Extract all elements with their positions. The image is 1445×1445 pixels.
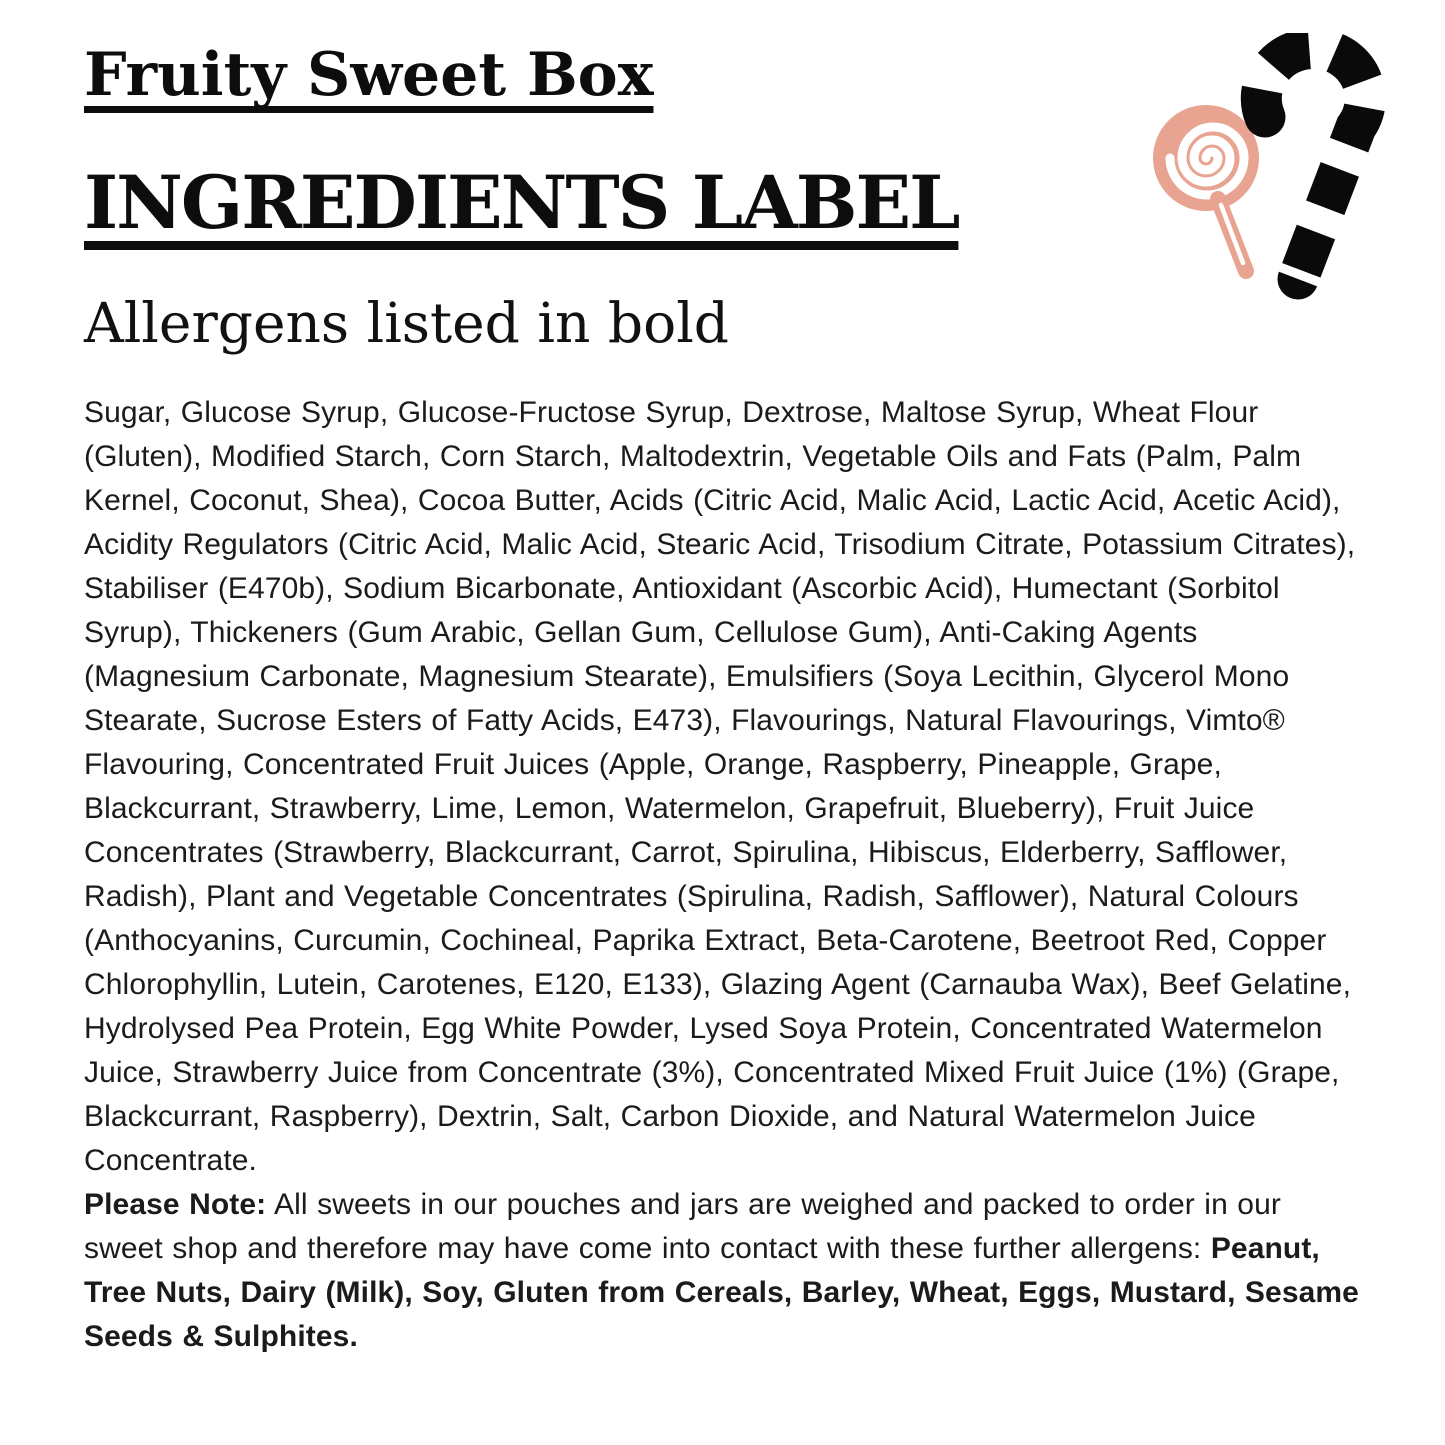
please-note-paragraph: [84, 1183, 1369, 1359]
contact-allergens-list: Peanut, Tree Nuts, Dairy (Milk), Soy, Gluten from Cereals, Barley, Wheat, Eggs, Mustard, Sesame Seeds & Sulphites.: [84, 1232, 1359, 1353]
candy-decoration: [1128, 33, 1418, 308]
ingredients-text: Sugar, Glucose Syrup, Glucose-Fructose Syrup, Dextrose, Maltose Syrup, Wheat Flour (Gluten), Modified Starch, Corn Starch, Maltodextrin, Vegetable Oils and Fats (Palm, Palm Kernel, Coconut, Shea), Cocoa Butter, Acids (Citric Acid, Malic Acid, Lactic Acid, Acetic Acid), Acidity Regulators (Citric Acid, Malic Acid, Stearic Acid, Trisodium Citrate, Potassium Citrates), Stabiliser (E470b), Sodium Bicarbonate, Antioxidant (Ascorbic Acid), Humectant (Sorbitol Syrup), Thickeners (Gum Arabic, Gellan Gum, Cellulose Gum), Anti-Caking Agents (Magnesium Carbonate, Magnesium Stearate), Emulsifiers (Soya Lecithin, Glycerol Mono Stearate, Sucrose Esters of Fatty Acids, E473), Flavourings, Natural Flavourings, Vimto® Flavouring, Concentrated Fruit Juices (Apple, Orange, Raspberry, Pineapple, Grape, Blackcurrant, Strawberry, Lime, Lemon, Watermelon, Grapefruit, Blueberry), Fruit Juice Concentrates (Strawberry, Blackcurrant, Carrot, Spirulina, Hibiscus, Elderberry, Safflower, Radish), Plant and Vegetable Concentrates (Spirulina, Radish, Safflower), Natural Colours (Anthocyanins, Curcumin, Cochineal, Paprika Extract, Beta-Carotene, Beetroot Red, Copper Chlorophyllin, Lutein, Carotenes, E120, E133), Glazing Agent (Carnauba Wax), Beef Gelatine, Hydrolysed Pea Protein, Egg White Powder, Lysed Soya Protein, Concentrated Watermelon Juice, Strawberry Juice from Concentrate (3%), Concentrated Mixed Fruit Juice (1%) (Grape, Blackcurrant, Raspberry), Dextrin, Salt, Carbon Dioxide, and Natural Watermelon Juice Concentrate.: [84, 396, 1356, 1177]
please-note-text: All sweets in our pouches and jars are weighed and packed to order in our sweet shop and therefore may have come into contact with these further allergens:: [84, 1188, 1281, 1265]
allergens-bold-note: Allergens listed in bold: [84, 291, 729, 355]
candy-cane-icon: [1128, 33, 1418, 308]
please-note-label: Please Note:: [84, 1188, 267, 1221]
page-title: Fruity Sweet Box: [84, 40, 654, 110]
ingredients-label-heading: INGREDIENTS LABEL: [84, 160, 959, 246]
